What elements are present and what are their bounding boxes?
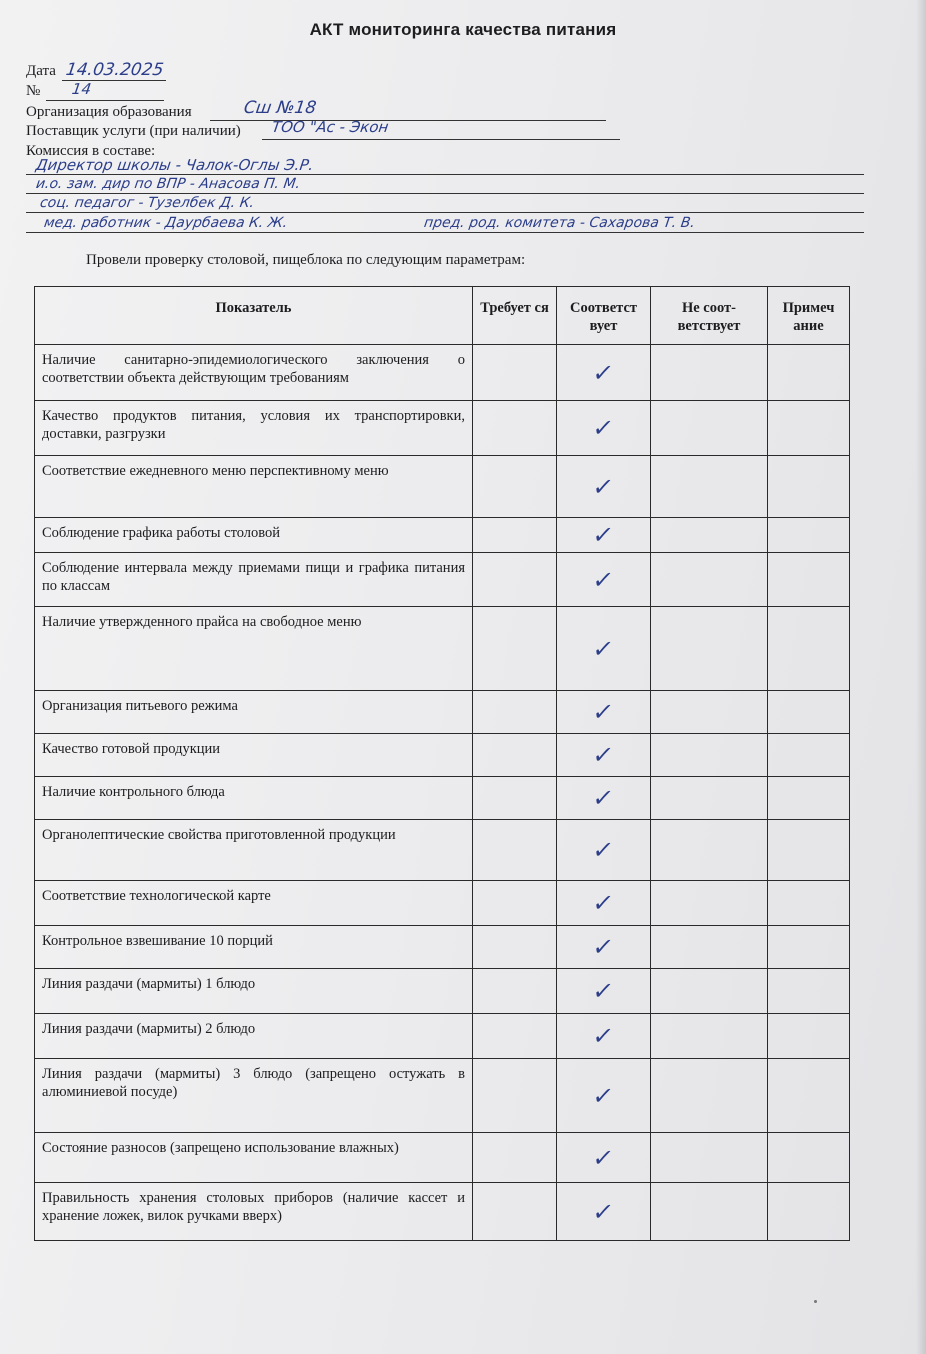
cell-not-complies xyxy=(651,1059,768,1133)
cell-not-complies xyxy=(651,881,768,926)
table-row xyxy=(35,1014,850,1059)
indicator-label: Наличие утвержденного прайса на свободное меню xyxy=(35,607,473,691)
cell-complies xyxy=(557,820,651,881)
cell-note xyxy=(768,926,850,969)
cell-complies xyxy=(557,926,651,969)
indicator-label: Качество продуктов питания, условия их транспортировки, доставки, разгрузки xyxy=(35,401,473,456)
commission-label: Комиссия в составе: xyxy=(26,143,156,159)
cell-not-complies xyxy=(651,1014,768,1059)
cell-complies xyxy=(557,881,651,926)
cell-required xyxy=(473,1059,557,1133)
cell-not-complies xyxy=(651,969,768,1014)
header-note: Примеч ание xyxy=(768,287,850,345)
checkmark-icon: ✓ xyxy=(590,565,617,594)
commission-member: мед. работник - Даурбаева К. Ж. xyxy=(42,215,289,231)
intro-text: Провели проверку столовой, пищеблока по следующим параметрам: xyxy=(86,252,526,268)
cell-complies xyxy=(557,777,651,820)
commission-member: и.о. зам. дир по ВПР - Анасова П. М. xyxy=(34,176,302,192)
cell-required xyxy=(473,518,557,553)
cell-complies xyxy=(557,607,651,691)
commission-underline-4 xyxy=(26,232,864,233)
cell-not-complies xyxy=(651,607,768,691)
cell-complies xyxy=(557,456,651,518)
number-value: 14 xyxy=(70,80,93,98)
cell-not-complies xyxy=(651,345,768,401)
checkmark-icon: ✓ xyxy=(590,358,617,387)
commission-member: пред. род. комитета - Сахарова Т. В. xyxy=(422,215,696,231)
cell-complies xyxy=(557,345,651,401)
table-row xyxy=(35,691,850,734)
checkmark-icon: ✓ xyxy=(590,698,617,726)
cell-note xyxy=(768,456,850,518)
table-row xyxy=(35,777,850,820)
number-label: № xyxy=(26,83,41,99)
header-indicator: Показатель xyxy=(35,287,473,345)
cell-note xyxy=(768,1014,850,1059)
indicator-label: Соблюдение графика работы столовой xyxy=(35,518,473,553)
cell-complies xyxy=(557,734,651,777)
cell-required xyxy=(473,926,557,969)
table-row xyxy=(35,1059,850,1133)
cell-note xyxy=(768,1183,850,1241)
page-fold-shadow xyxy=(916,0,926,1354)
table-row xyxy=(35,518,850,553)
indicator-label: Линия раздачи (мармиты) 2 блюдо xyxy=(35,1014,473,1059)
supplier-value: ТОО "Ас - Экон xyxy=(270,118,390,136)
indicator-label: Органолептические свойства приготовленной продукции xyxy=(35,820,473,881)
indicator-label: Наличие санитарно-эпидемиологического заключения о соответствии объекта действующим требованиям xyxy=(35,345,473,401)
table-row xyxy=(35,1183,850,1241)
cell-note xyxy=(768,345,850,401)
cell-required xyxy=(473,607,557,691)
cell-required xyxy=(473,881,557,926)
cell-required xyxy=(473,691,557,734)
table-row xyxy=(35,969,850,1014)
cell-note xyxy=(768,777,850,820)
supplier-label: Поставщик услуги (при наличии) xyxy=(26,123,241,139)
checkmark-icon: ✓ xyxy=(590,741,617,769)
cell-required xyxy=(473,1133,557,1183)
commission-underline-2 xyxy=(26,193,864,194)
cell-note xyxy=(768,691,850,734)
cell-required xyxy=(473,1183,557,1241)
indicator-label: Организация питьевого режима xyxy=(35,691,473,734)
cell-complies xyxy=(557,401,651,456)
cell-note xyxy=(768,734,850,777)
indicator-label: Линия раздачи (мармиты) 1 блюдо xyxy=(35,969,473,1014)
indicator-label: Правильность хранения столовых приборов (наличие кассет и хранение ложек, вилок ручками вверх) xyxy=(35,1183,473,1241)
cell-required xyxy=(473,401,557,456)
cell-required xyxy=(473,734,557,777)
cell-note xyxy=(768,518,850,553)
cell-complies xyxy=(557,969,651,1014)
cell-not-complies xyxy=(651,1133,768,1183)
cell-complies xyxy=(557,518,651,553)
cell-required xyxy=(473,553,557,607)
checkmark-icon: ✓ xyxy=(590,414,617,442)
parameters-table xyxy=(34,286,850,1241)
cell-complies xyxy=(557,1183,651,1241)
header-complies: Соответст вует xyxy=(557,287,651,345)
table-row xyxy=(35,820,850,881)
cell-required xyxy=(473,1014,557,1059)
cell-required xyxy=(473,456,557,518)
cell-note xyxy=(768,881,850,926)
table-row xyxy=(35,926,850,969)
cell-not-complies xyxy=(651,1183,768,1241)
table-row xyxy=(35,607,850,691)
cell-complies xyxy=(557,1014,651,1059)
cell-note xyxy=(768,820,850,881)
cell-note xyxy=(768,401,850,456)
table-row xyxy=(35,1133,850,1183)
table-row xyxy=(35,734,850,777)
checkmark-icon: ✓ xyxy=(590,1022,617,1050)
checkmark-icon: ✓ xyxy=(590,521,617,549)
checkmark-icon: ✓ xyxy=(590,1197,617,1226)
cell-not-complies xyxy=(651,777,768,820)
checkmark-icon: ✓ xyxy=(590,933,617,961)
cell-required xyxy=(473,820,557,881)
cell-not-complies xyxy=(651,401,768,456)
table-row xyxy=(35,456,850,518)
header-required: Требует ся xyxy=(473,287,557,345)
table-header-row xyxy=(35,287,850,345)
commission-underline-3 xyxy=(26,212,864,213)
checkmark-icon: ✓ xyxy=(590,889,617,917)
cell-complies xyxy=(557,553,651,607)
cell-complies xyxy=(557,1059,651,1133)
cell-required xyxy=(473,345,557,401)
checkmark-icon: ✓ xyxy=(590,634,617,663)
cell-note xyxy=(768,1133,850,1183)
cell-note xyxy=(768,607,850,691)
cell-note xyxy=(768,553,850,607)
cell-complies xyxy=(557,691,651,734)
indicator-label: Состояние разносов (запрещено использование влажных) xyxy=(35,1133,473,1183)
table-row xyxy=(35,345,850,401)
checkmark-icon: ✓ xyxy=(590,472,617,501)
cell-not-complies xyxy=(651,518,768,553)
date-label: Дата xyxy=(26,63,56,79)
checkmark-icon: ✓ xyxy=(590,836,617,864)
cell-required xyxy=(473,969,557,1014)
cell-not-complies xyxy=(651,553,768,607)
indicator-label: Соответствие технологической карте xyxy=(35,881,473,926)
page-title: АКТ мониторинга качества питания xyxy=(309,20,617,39)
indicator-label: Соблюдение интервала между приемами пищи и графика питания по классам xyxy=(35,553,473,607)
supplier-underline xyxy=(262,139,620,140)
org-value: Сш №18 xyxy=(242,98,318,118)
cell-not-complies xyxy=(651,926,768,969)
commission-member: соц. педагог - Тузелбек Д. К. xyxy=(38,195,256,211)
cell-not-complies xyxy=(651,691,768,734)
date-value: 14.03.2025 xyxy=(64,60,165,80)
checkmark-icon: ✓ xyxy=(590,1143,617,1172)
org-underline xyxy=(210,120,606,121)
checkmark-icon: ✓ xyxy=(590,977,617,1005)
checkmark-icon: ✓ xyxy=(590,1081,617,1110)
table-row xyxy=(35,401,850,456)
indicator-label: Контрольное взвешивание 10 порций xyxy=(35,926,473,969)
cell-not-complies xyxy=(651,820,768,881)
commission-member: Директор школы - Чалок-Оглы Э.Р. xyxy=(34,156,315,174)
table-row xyxy=(35,881,850,926)
cell-note xyxy=(768,1059,850,1133)
cell-not-complies xyxy=(651,456,768,518)
header-not-complies: Не соот- ветствует xyxy=(651,287,768,345)
table-row xyxy=(35,553,850,607)
indicator-label: Соответствие ежедневного меню перспективному меню xyxy=(35,456,473,518)
cell-required xyxy=(473,777,557,820)
commission-underline-1 xyxy=(26,174,864,175)
paper-speck xyxy=(814,1300,817,1303)
indicator-label: Качество готовой продукции xyxy=(35,734,473,777)
indicator-label: Наличие контрольного блюда xyxy=(35,777,473,820)
cell-complies xyxy=(557,1133,651,1183)
checkmark-icon: ✓ xyxy=(590,784,617,812)
cell-not-complies xyxy=(651,734,768,777)
indicator-label: Линия раздачи (мармиты) 3 блюдо (запрещено остужать в алюминиевой посуде) xyxy=(35,1059,473,1133)
org-label: Организация образования xyxy=(26,104,192,120)
cell-note xyxy=(768,969,850,1014)
